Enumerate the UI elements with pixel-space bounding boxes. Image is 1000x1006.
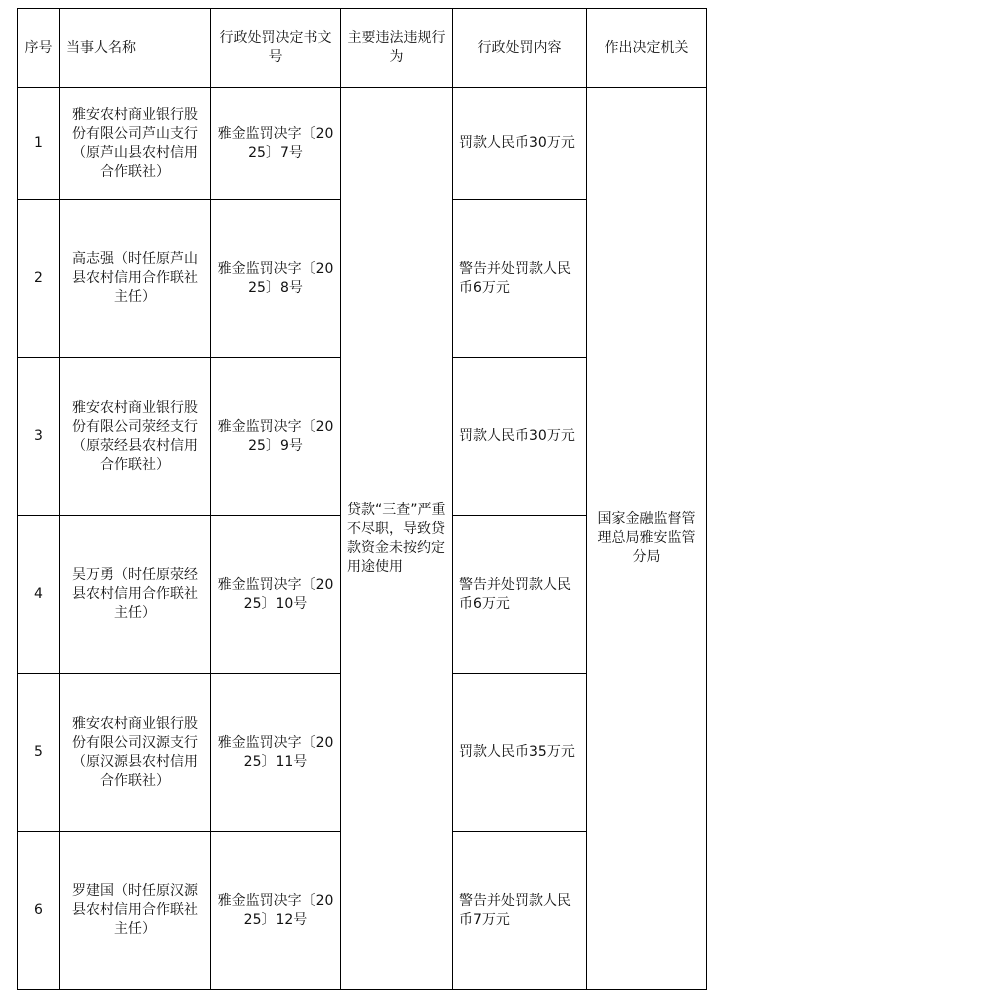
penalty-content: 警告并处罚款人民币7万元 (453, 832, 587, 990)
decision-doc-number: 雅金监罚决字〔2025〕10号 (211, 516, 341, 674)
header-authority: 作出决定机关 (587, 9, 707, 88)
party-name: 罗建国（时任原汉源县农村信用合作联社主任） (60, 832, 211, 990)
deciding-authority: 国家金融监督管理总局雅安监管分局 (587, 88, 707, 990)
header-doc-no: 行政处罚决定书文号 (211, 9, 341, 88)
row-index: 2 (18, 200, 60, 358)
party-name: 雅安农村商业银行股份有限公司汉源支行（原汉源县农村信用合作联社） (60, 674, 211, 832)
decision-doc-number: 雅金监罚决字〔2025〕7号 (211, 88, 341, 200)
violation-description: 贷款“三查”严重不尽职，导致贷款资金未按约定用途使用 (341, 88, 453, 990)
decision-doc-number: 雅金监罚决字〔2025〕12号 (211, 832, 341, 990)
penalty-content: 警告并处罚款人民币6万元 (453, 516, 587, 674)
decision-doc-number: 雅金监罚决字〔2025〕9号 (211, 358, 341, 516)
party-name: 雅安农村商业银行股份有限公司芦山支行（原芦山县农村信用合作联社） (60, 88, 211, 200)
penalty-table (17, 8, 707, 990)
row-index: 1 (18, 88, 60, 200)
penalty-content: 警告并处罚款人民币6万元 (453, 200, 587, 358)
party-name: 雅安农村商业银行股份有限公司荥经支行（原荥经县农村信用合作联社） (60, 358, 211, 516)
row-index: 3 (18, 358, 60, 516)
penalty-content: 罚款人民币30万元 (453, 358, 587, 516)
decision-doc-number: 雅金监罚决字〔2025〕8号 (211, 200, 341, 358)
table-row (18, 88, 707, 200)
header-party: 当事人名称 (60, 9, 211, 88)
party-name: 吴万勇（时任原荥经县农村信用合作联社主任） (60, 516, 211, 674)
penalty-content: 罚款人民币30万元 (453, 88, 587, 200)
decision-doc-number: 雅金监罚决字〔2025〕11号 (211, 674, 341, 832)
party-name: 高志强（时任原芦山县农村信用合作联社主任） (60, 200, 211, 358)
penalty-content: 罚款人民币35万元 (453, 674, 587, 832)
row-index: 5 (18, 674, 60, 832)
header-index: 序号 (18, 9, 60, 88)
header-violation: 主要违法违规行为 (341, 9, 453, 88)
table-header-row (18, 9, 707, 88)
header-penalty: 行政处罚内容 (453, 9, 587, 88)
row-index: 6 (18, 832, 60, 990)
row-index: 4 (18, 516, 60, 674)
